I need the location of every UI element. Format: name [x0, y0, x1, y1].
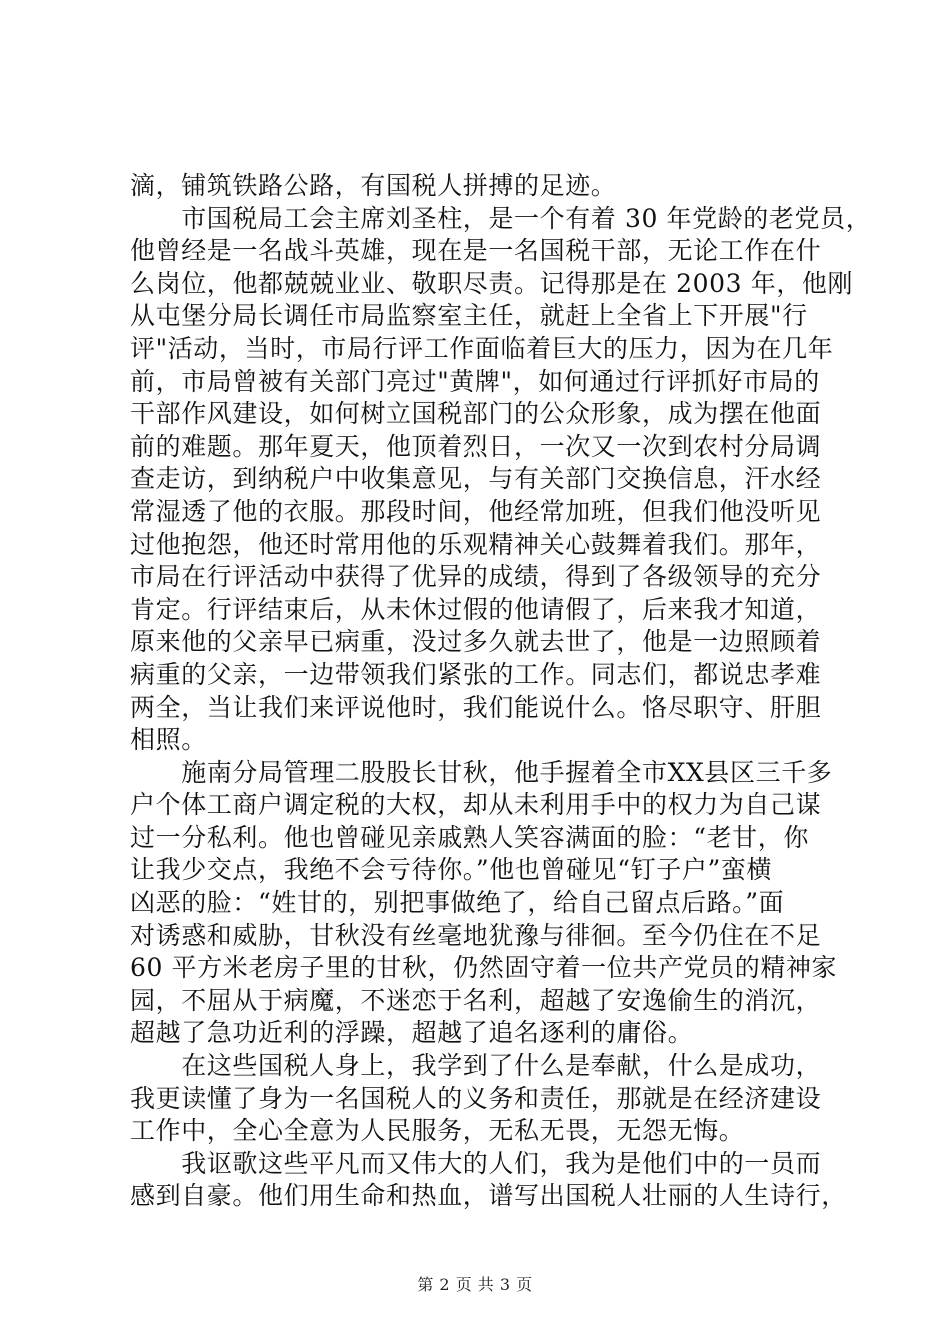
text-line: 让我少交点，我绝不会亏待你。”他也曾碰见“钉子户”蛮横 — [130, 855, 773, 885]
text-line: 从屯堡分局长调任市局监察室主任，就赶上全省上下开展"行 — [130, 301, 808, 331]
text-line: 常湿透了他的衣服。那段时间，他经常加班，但我们他没听见 — [130, 496, 822, 526]
text-line: 市局在行评活动中获得了优异的成绩，得到了各级领导的充分 — [130, 562, 822, 592]
page-number-footer: 第 2 页 共 3 页 — [417, 1275, 533, 1294]
text-line: 干部作风建设，如何树立国税部门的公众形象，成为摆在他面 — [130, 399, 822, 429]
text-line: 园，不屈从于病魔，不迷恋于名利，超越了安逸偷生的消沉， — [130, 985, 822, 1015]
text-line: 前，市局曾被有关部门亮过"黄牌"，如何通过行评抓好市局的 — [130, 366, 820, 396]
text-line: 他曾经是一名战斗英雄，现在是一名国税干部，无论工作在什 — [130, 236, 822, 266]
text-line: 工作中，全心全意为人民服务，无私无畏，无怨无悔。 — [130, 1116, 745, 1146]
text-line: 过他抱怨，他还时常用他的乐观精神关心鼓舞着我们。那年， — [130, 529, 822, 559]
text-line: 滴，铺筑铁路公路，有国税人拼搏的足迹。 — [130, 171, 617, 200]
text-line: 肯定。行评结束后，从未休过假的他请假了，后来我才知道， — [130, 594, 822, 624]
text-line: 查走访，到纳税户中收集意见，与有关部门交换信息，汗水经 — [130, 464, 822, 494]
text-line: 前的难题。那年夏天，他顶着烈日，一次又一次到农村分局调 — [130, 431, 822, 461]
text-line: 评"活动，当时，市局行评工作面临着巨大的压力，因为在几年 — [130, 333, 834, 363]
text-line: 我讴歌这些平凡而又伟大的人们，我为是他们中的一员而 — [130, 1148, 822, 1178]
text-line: 60 平方米老房子里的甘秋，仍然固守着一位共产党员的精神家 — [130, 953, 838, 983]
text-line: 两全，当让我们来评说他时，我们能说什么。恪尽职守、肝胆 — [130, 692, 822, 722]
text-line: 对诱惑和威胁，甘秋没有丝毫地犹豫与徘徊。至今仍住在不足 — [130, 920, 822, 950]
text-line: 病重的父亲，一边带领我们紧张的工作。同志们，都说忠孝难 — [130, 659, 822, 689]
text-line: 原来他的父亲早已病重，没过多久就去世了，他是一边照顾着 — [130, 627, 822, 657]
text-line: 在这些国税人身上，我学到了什么是奉献，什么是成功， — [130, 1051, 822, 1081]
text-line: 么岗位，他都兢兢业业、敬职尽责。记得那是在 2003 年，他刚 — [130, 268, 854, 298]
text-line: 超越了急功近利的浮躁，超越了追名逐利的庸俗。 — [130, 1018, 694, 1048]
body-text — [130, 170, 872, 1213]
text-line: 过一分私利。他也曾碰见亲戚熟人笑容满面的脸：“老甘，你 — [130, 822, 809, 852]
text-line: 凶恶的脸：“姓甘的，别把事做绝了，给自己留点后路。”面 — [130, 888, 785, 918]
text-line: 户个体工商户调定税的大权，却从未利用手中的权力为自己谋 — [130, 790, 822, 820]
text-line: 相照。 — [130, 725, 207, 755]
text-line: 市国税局工会主席刘圣柱，是一个有着 30 年党龄的老党员， — [130, 203, 872, 233]
text-line: 我更读懂了身为一名国税人的义务和责任，那就是在经济建设 — [130, 1083, 822, 1113]
text-line: 施南分局管理二股股长甘秋，他手握着全市XX县区三千多 — [130, 757, 833, 787]
text-line: 感到自豪。他们用生命和热血，谱写出国税人壮丽的人生诗行， — [130, 1181, 847, 1211]
